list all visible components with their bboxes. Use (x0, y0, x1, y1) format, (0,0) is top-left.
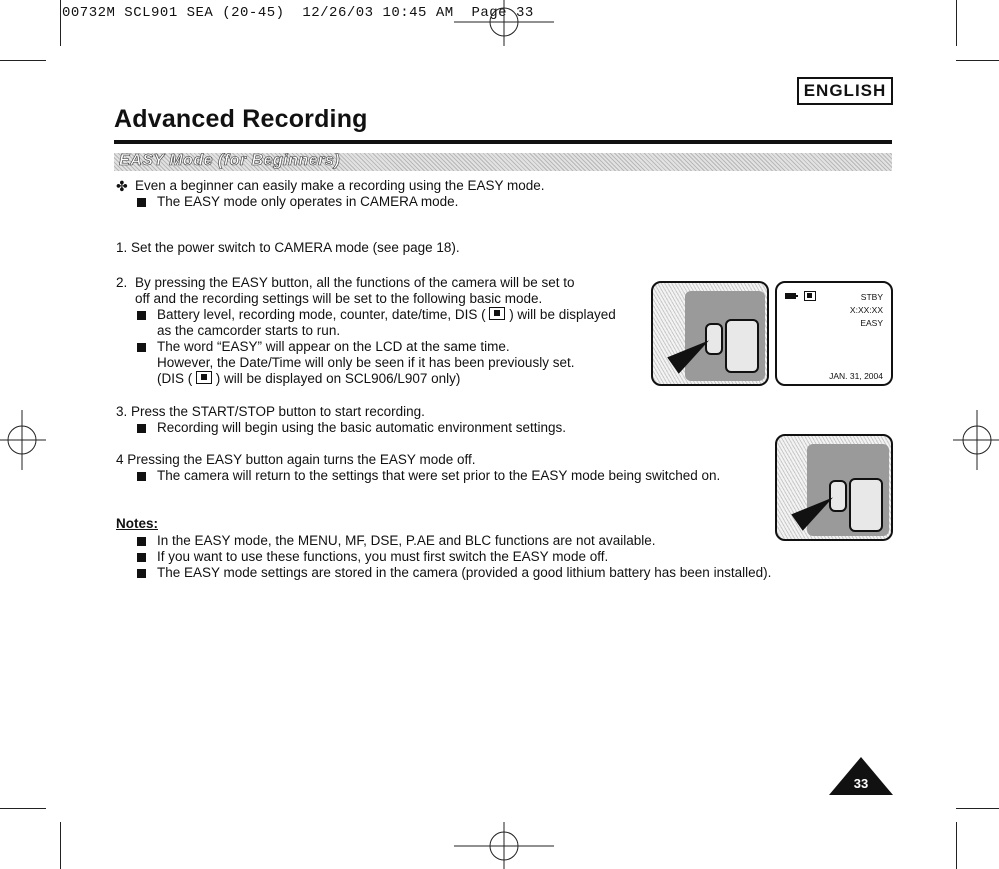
registration-target-icon (953, 410, 999, 470)
lcd-status: STBY (860, 292, 883, 302)
crop-mark (60, 822, 61, 869)
registration-target-icon (454, 0, 554, 46)
step-2-bullet-1-line-1 (157, 307, 616, 323)
square-bullet-icon (137, 424, 146, 433)
step-2-bullet-1-text-a: Battery level, recording mode, counter, date/time, DIS ( (157, 307, 486, 322)
square-bullet-icon (137, 198, 146, 207)
step-2-line-2: off and the recording settings will be set to the following basic mode. (135, 291, 543, 306)
dis-icon (804, 291, 816, 301)
intro-lead: Even a beginner can easily make a recording using the EASY mode. (135, 178, 545, 193)
crop-mark (60, 0, 61, 46)
page-number: 33 (853, 776, 869, 791)
crop-mark (956, 0, 957, 46)
square-bullet-icon (137, 472, 146, 481)
clover-bullet-icon: ✤ (116, 178, 128, 194)
crop-mark (0, 808, 46, 809)
print-slug: 00732M SCL901 SEA (20-45) 12/26/03 10:45 AM Page 33 (62, 5, 534, 21)
lcd-mode: EASY (860, 318, 883, 328)
registration-target-icon (454, 822, 554, 869)
crop-mark (0, 60, 46, 61)
note-item: If you want to use these functions, you must first switch the EASY mode off. (157, 549, 609, 564)
dis-icon (489, 307, 505, 320)
camera-easy-button-photo (651, 281, 769, 386)
battery-icon (785, 292, 799, 300)
section-title: EASY Mode (for Beginners) (119, 152, 341, 169)
square-bullet-icon (137, 311, 146, 320)
note-item: The EASY mode settings are stored in the camera (provided a good lithium battery has been installed). (157, 565, 772, 580)
camera-panel-illustration (725, 319, 759, 373)
notes-heading: Notes: (116, 516, 159, 531)
square-bullet-icon (137, 343, 146, 352)
language-badge: ENGLISH (797, 77, 893, 105)
square-bullet-icon (137, 553, 146, 562)
page-title: Advanced Recording (114, 105, 368, 133)
intro-bullet: The EASY mode only operates in CAMERA mode. (157, 194, 459, 209)
step-4: 4 Pressing the EASY button again turns the EASY mode off. (116, 452, 476, 467)
step-2-bullet-2-line-2: However, the Date/Time will only be seen if it has been previously set. (157, 355, 575, 370)
step-3: 3. Press the START/STOP button to start recording. (116, 404, 425, 419)
step-4-bullet: The camera will return to the settings that were set prior to the EASY mode being switched on. (157, 468, 721, 483)
step-2-bullet-2-text-b: ) will be displayed on SCL906/L907 only) (215, 371, 461, 386)
crop-mark (956, 60, 999, 61)
lcd-counter: X:XX:XX (849, 305, 883, 315)
step-2-bullet-1-text-b: ) will be displayed (509, 307, 616, 322)
step-2-bullet-2-line-3 (157, 371, 460, 387)
step-1: 1. Set the power switch to CAMERA mode (see page 18). (116, 240, 460, 255)
crop-mark (956, 808, 999, 809)
lcd-display-illustration (775, 281, 893, 386)
step-2-bullet-2-text-a: (DIS ( (157, 371, 193, 386)
crop-mark (956, 822, 957, 869)
lcd-date: JAN. 31, 2004 (829, 371, 883, 381)
step-2-bullet-1-line-2: as the camcorder starts to run. (157, 323, 341, 338)
square-bullet-icon (137, 569, 146, 578)
camera-easy-button-photo-2 (775, 434, 893, 541)
step-3-bullet: Recording will begin using the basic automatic environment settings. (157, 420, 566, 435)
dis-icon (196, 371, 212, 384)
square-bullet-icon (137, 537, 146, 546)
registration-target-icon (0, 410, 46, 470)
camera-panel-illustration (849, 478, 883, 532)
title-rule (114, 140, 892, 144)
step-2-line-1: By pressing the EASY button, all the functions of the camera will be set to (135, 275, 575, 290)
note-item: In the EASY mode, the MENU, MF, DSE, P.AE and BLC functions are not available. (157, 533, 656, 548)
step-2-number: 2. (116, 275, 128, 290)
step-2-bullet-2-line-1: The word “EASY” will appear on the LCD at the same time. (157, 339, 510, 354)
